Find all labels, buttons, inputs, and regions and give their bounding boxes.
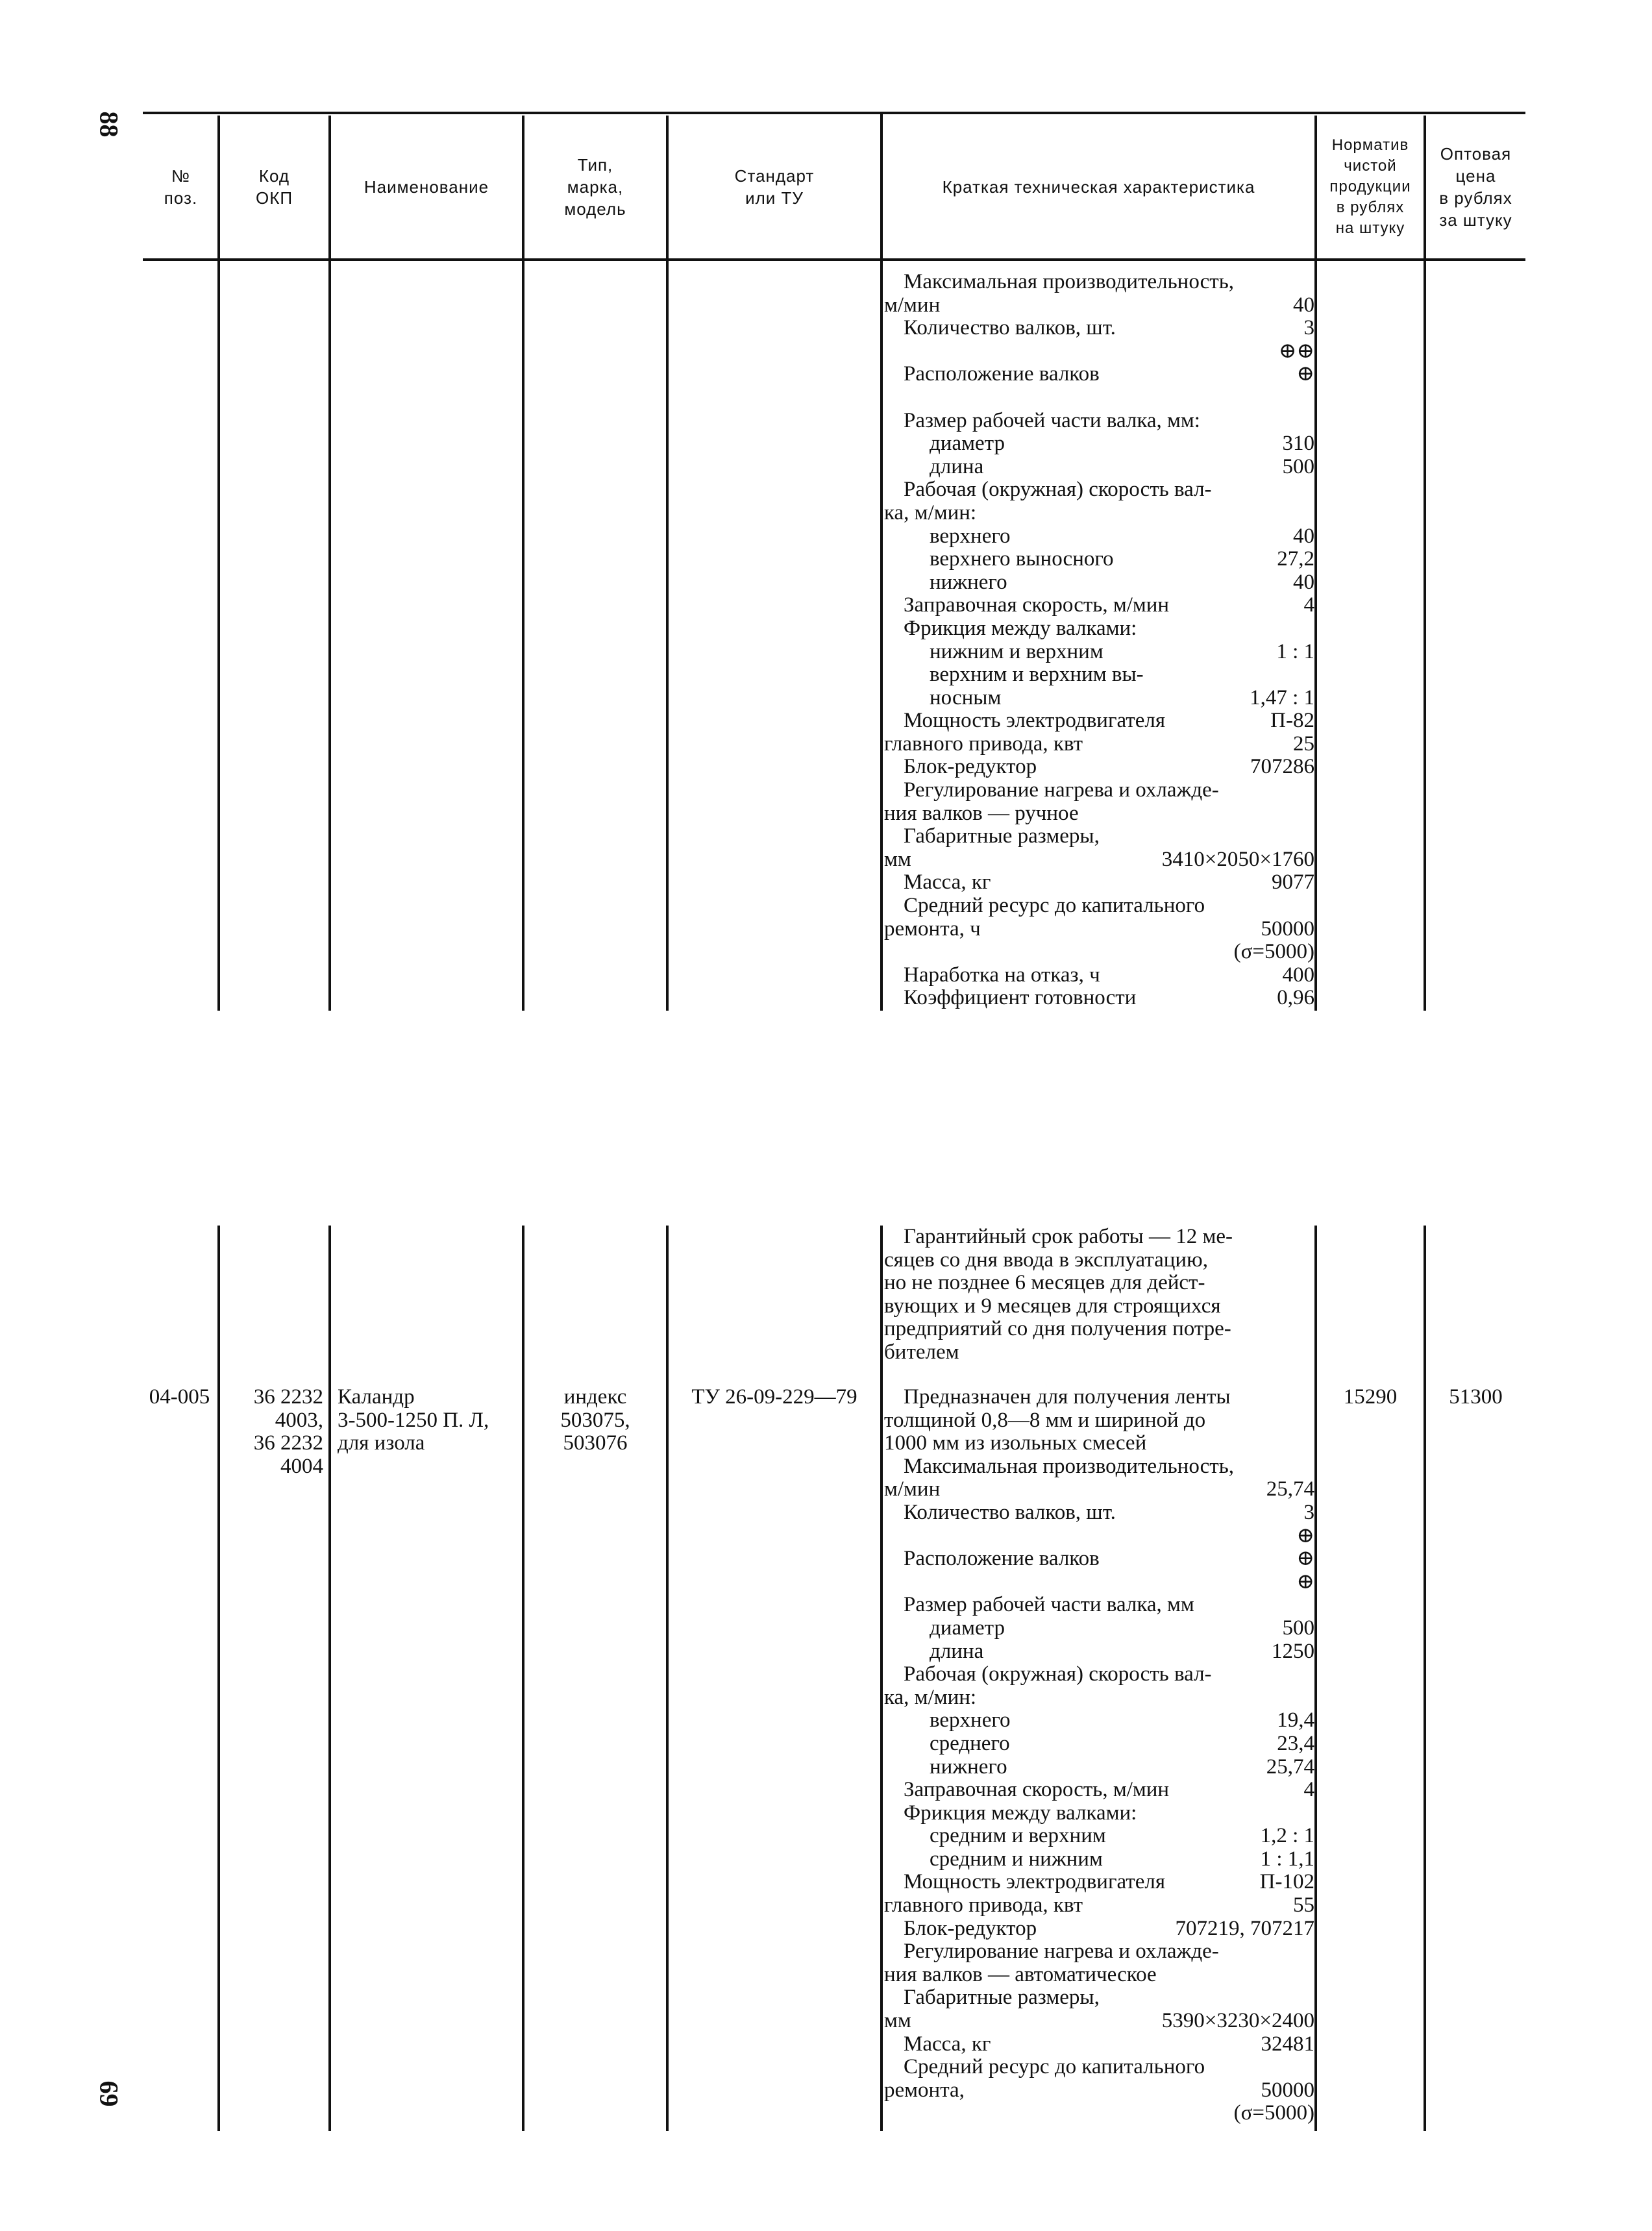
spec-row — [884, 733, 1314, 756]
warranty-line: сяцев со дня ввода в эксплуатацию, — [884, 1248, 1208, 1272]
spec-row — [884, 1964, 1314, 1987]
column-line — [1314, 261, 1317, 1011]
spec-value: 25,74 — [1266, 1477, 1314, 1501]
spec-row — [884, 918, 1314, 941]
spec-label: длина — [930, 1639, 984, 1663]
spec-row — [884, 941, 1314, 964]
spec-label: ния валков — автоматическое — [884, 1962, 1157, 1986]
spec-label: толщиной 0,8—8 мм и шириной до — [884, 1408, 1206, 1432]
spec-label — [884, 941, 889, 964]
spec-value: 19,4 — [1277, 1708, 1314, 1732]
spec-row — [884, 2102, 1314, 2125]
spec-row — [884, 1547, 1314, 1571]
spec-row — [884, 617, 1314, 641]
spec-label: Средний ресурс до капитального — [904, 894, 1205, 918]
column-line — [666, 1226, 669, 2131]
spec-value: ⊕ — [1296, 362, 1314, 386]
spec-row — [884, 825, 1314, 848]
item-okp-code: 36 2232 4003, 36 2232 4004 — [253, 1385, 323, 1478]
spec-label: диаметр — [930, 1616, 1005, 1640]
spec-value: 50000 — [1261, 917, 1314, 941]
spec-label: Расположение валков — [904, 1547, 1100, 1571]
column-line — [1424, 261, 1426, 1011]
spec-row — [884, 1409, 1314, 1433]
spec-row — [884, 779, 1314, 802]
spec-value: 40 — [1293, 524, 1314, 548]
spec-value: 3 — [1303, 316, 1314, 340]
column-line — [328, 261, 331, 1011]
spec-row — [884, 2010, 1314, 2033]
spec-row — [884, 340, 1314, 364]
spec-value: 32481 — [1261, 2032, 1314, 2056]
spec-value: 23,4 — [1277, 1731, 1314, 1755]
spec-list-bottom — [884, 1386, 1314, 2125]
spec-label: Максимальная производительность, — [904, 1454, 1235, 1478]
spec-value: (σ=5000) — [1233, 940, 1314, 964]
spec-value: 707219, 707217 — [1175, 1916, 1314, 1940]
spec-label: ния валков — ручное — [884, 801, 1079, 825]
spec-value: П-82 — [1270, 709, 1314, 733]
column-line — [1424, 1226, 1426, 2131]
spec-value: 4 — [1303, 1778, 1314, 1802]
header-bottom-rule — [143, 258, 1525, 261]
warranty-line: вующих и 9 месяцев для строящихся — [884, 1294, 1221, 1318]
spec-value: (σ=5000) — [1233, 2101, 1314, 2125]
spec-label: Масса, кг — [904, 870, 991, 894]
spec-row — [884, 802, 1314, 826]
spec-value: 1,47 : 1 — [1250, 685, 1314, 709]
spec-label: средним и верхним — [930, 1824, 1106, 1848]
spec-label: Количество валков, шт. — [904, 1500, 1116, 1524]
spec-row — [884, 1986, 1314, 2010]
header-standard: Стандарт или ТУ — [734, 166, 815, 208]
header-price: Оптовая цена в рублях за штуку — [1439, 144, 1512, 230]
column-line — [880, 261, 883, 1011]
spec-label: Расположение валков — [904, 362, 1100, 386]
item-name: Каландр 3-500-1250 П. Л, для изола — [338, 1385, 489, 1455]
spec-value: 27,2 — [1277, 547, 1314, 571]
spec-value: 25 — [1293, 732, 1314, 756]
spec-label: Фрикция между валками: — [904, 616, 1137, 640]
spec-label: среднего — [930, 1731, 1010, 1755]
column-line — [328, 1226, 331, 2131]
spec-row — [884, 1709, 1314, 1732]
spec-value: 5390×3230×2400 — [1161, 2009, 1314, 2033]
spec-label: Блок-редуктор — [904, 1916, 1037, 1940]
spec-label: длина — [930, 454, 984, 478]
column-line — [217, 1226, 220, 2131]
spec-label: 1000 мм из изольных смесей — [884, 1431, 1147, 1455]
spec-value: 40 — [1293, 293, 1314, 317]
spec-value: 25,74 — [1266, 1755, 1314, 1779]
spec-value: 1250 — [1272, 1639, 1314, 1663]
spec-label: ремонта, — [884, 2078, 965, 2102]
spec-label: Количество валков, шт. — [904, 316, 1116, 340]
spec-label: Коэффициент готовности — [904, 986, 1137, 1010]
spec-value: 707286 — [1250, 755, 1314, 779]
spec-row — [884, 1779, 1314, 1802]
spec-label: нижнего — [930, 570, 1007, 594]
spec-row — [884, 1432, 1314, 1455]
page-number-bottom: 69 — [94, 2080, 124, 2107]
spec-value: 400 — [1282, 963, 1314, 987]
column-line — [217, 261, 220, 1011]
spec-value: 1,2 : 1 — [1260, 1824, 1314, 1848]
spec-label: верхнего выносного — [930, 547, 1114, 571]
spec-row — [884, 548, 1314, 571]
spec-label: верхнего — [930, 524, 1011, 548]
spec-label: верхним и верхним вы- — [930, 663, 1144, 687]
spec-value: 1 : 1 — [1276, 639, 1314, 663]
spec-value: 0,96 — [1277, 986, 1314, 1010]
spec-label — [884, 386, 889, 410]
spec-row — [884, 987, 1314, 1010]
spec-row — [884, 1848, 1314, 1871]
spec-row — [884, 663, 1314, 687]
spec-value: 3410×2050×1760 — [1161, 847, 1314, 871]
spec-row — [884, 756, 1314, 779]
warranty-line: но не позднее 6 месяцев для дейст- — [884, 1271, 1205, 1295]
spec-row — [884, 848, 1314, 872]
spec-label: верхнего — [930, 1708, 1011, 1732]
spec-label: Фрикция между валками: — [904, 1801, 1137, 1825]
column-line — [666, 261, 669, 1011]
header-okp: Код ОКП — [255, 166, 293, 208]
spec-value: 55 — [1293, 1893, 1314, 1917]
spec-row — [884, 1894, 1314, 1917]
spec-label: Размер рабочей части валка, мм — [904, 1593, 1194, 1617]
header-type: Тип, марка, модель — [564, 155, 626, 219]
warranty-line: Гарантийный срок работы — 12 ме- — [904, 1225, 1233, 1248]
spec-value: 310 — [1282, 432, 1314, 456]
spec-row — [884, 386, 1314, 410]
spec-label: м/мин — [884, 1477, 941, 1501]
spec-list-top — [884, 271, 1314, 1010]
column-line — [880, 1226, 883, 2131]
spec-label: ка, м/мин: — [884, 500, 977, 524]
spec-label — [884, 1525, 909, 1548]
spec-row — [884, 478, 1314, 502]
spec-label: диаметр — [930, 432, 1005, 456]
spec-row — [884, 294, 1314, 317]
spec-row — [884, 641, 1314, 664]
spec-value: ⊕ — [1296, 1547, 1314, 1571]
spec-label: мм — [884, 847, 911, 871]
spec-row — [884, 2056, 1314, 2079]
column-line — [522, 261, 524, 1011]
spec-label: Мощность электродвигателя — [904, 709, 1166, 733]
spec-value: 3 — [1303, 1500, 1314, 1524]
spec-label: Блок-редуктор — [904, 755, 1037, 779]
column-line — [522, 1226, 524, 2131]
spec-label: Заправочная скорость, м/мин — [904, 593, 1170, 617]
spec-row — [884, 964, 1314, 987]
spec-label — [884, 340, 909, 364]
spec-row — [884, 1525, 1314, 1548]
spec-row — [884, 687, 1314, 710]
item-standard: ТУ 26-09-229—79 — [691, 1385, 857, 1409]
spec-value: ⊕⊕ — [1278, 339, 1314, 363]
spec-row — [884, 871, 1314, 894]
spec-label: ремонта, ч — [884, 917, 981, 941]
spec-row — [884, 456, 1314, 479]
header-name: Наименование — [364, 177, 489, 197]
spec-value: П-102 — [1259, 1870, 1314, 1894]
spec-label: Средний ресурс до капитального — [904, 2055, 1205, 2079]
spec-label: м/мин — [884, 293, 941, 317]
spec-value: 1 : 1,1 — [1260, 1847, 1314, 1871]
item-type: индекс 503075, 503076 — [560, 1385, 630, 1455]
spec-row — [884, 1732, 1314, 1756]
item-norm: 15290 — [1343, 1385, 1398, 1409]
spec-row — [884, 317, 1314, 340]
spec-row — [884, 1940, 1314, 1964]
spec-row — [884, 1478, 1314, 1501]
item-number: 04-005 — [149, 1385, 210, 1409]
warranty-line: бителем — [884, 1340, 959, 1364]
spec-row — [884, 1640, 1314, 1664]
spec-value: 500 — [1282, 454, 1314, 478]
spec-label: Масса, кг — [904, 2032, 991, 2056]
spec-label — [884, 1571, 909, 1594]
spec-row — [884, 1917, 1314, 1941]
spec-label: Заправочная скорость, м/мин — [904, 1778, 1170, 1802]
header-no: № поз. — [164, 166, 198, 208]
spec-row — [884, 571, 1314, 595]
item-price: 51300 — [1449, 1385, 1503, 1409]
spec-label: Предназначен для получения ленты — [904, 1385, 1231, 1409]
warranty-text — [884, 1226, 1314, 1364]
spec-value: 40 — [1293, 570, 1314, 594]
spec-row — [884, 363, 1314, 386]
spec-label: Мощность электродвигателя — [904, 1870, 1166, 1894]
spec-value: 500 — [1282, 1616, 1314, 1640]
spec-row — [884, 2033, 1314, 2056]
spec-label: средним и нижним — [930, 1847, 1103, 1871]
spec-row — [884, 594, 1314, 617]
spec-label: Регулирование нагрева и охлажде- — [904, 778, 1219, 802]
spec-row — [884, 1571, 1314, 1594]
spec-label: мм — [884, 2009, 911, 2033]
spec-label: Размер рабочей части валка, мм: — [904, 408, 1200, 432]
spec-value: 9077 — [1272, 870, 1314, 894]
spec-row — [884, 894, 1314, 918]
spec-row — [884, 1802, 1314, 1825]
spec-row — [884, 1686, 1314, 1710]
spec-label: Габаритные размеры, — [904, 824, 1100, 848]
spec-label: Максимальная производительность, — [904, 270, 1235, 293]
spec-row — [884, 1617, 1314, 1640]
spec-value: ⊕ — [1296, 1570, 1314, 1594]
spec-value: 50000 — [1261, 2078, 1314, 2102]
spec-value: 4 — [1303, 593, 1314, 617]
spec-row — [884, 1825, 1314, 1848]
spec-row — [884, 410, 1314, 433]
spec-label — [884, 2102, 889, 2125]
header-top-rule — [143, 112, 1525, 114]
spec-value: ⊕ — [1296, 1523, 1314, 1547]
spec-row — [884, 1501, 1314, 1525]
spec-row — [884, 1756, 1314, 1779]
spec-row — [884, 1871, 1314, 1894]
spec-row — [884, 432, 1314, 456]
column-line — [1314, 1226, 1317, 2131]
spec-row — [884, 2079, 1314, 2102]
spec-label: нижнего — [930, 1755, 1007, 1779]
spec-label: носным — [930, 685, 1002, 709]
spec-label: главного привода, квт — [884, 1893, 1083, 1917]
spec-row — [884, 709, 1314, 733]
warranty-line: предприятий со дня получения потре- — [884, 1317, 1231, 1341]
spec-label: Рабочая (окружная) скорость вал- — [904, 478, 1212, 502]
spec-label: ка, м/мин: — [884, 1685, 977, 1709]
spec-label: главного привода, квт — [884, 732, 1083, 756]
spec-row — [884, 1455, 1314, 1479]
spec-label: Рабочая (окружная) скорость вал- — [904, 1662, 1212, 1686]
spec-label: Регулирование нагрева и охлажде- — [904, 1940, 1219, 1964]
spec-row — [884, 1594, 1314, 1617]
page-number-top: 88 — [94, 111, 124, 138]
spec-row — [884, 1663, 1314, 1686]
spec-row — [884, 271, 1314, 294]
spec-row — [884, 502, 1314, 525]
spec-row — [884, 1386, 1314, 1409]
spec-label: Габаритные размеры, — [904, 1986, 1100, 2010]
spec-row — [884, 525, 1314, 549]
header-tech: Краткая техническая характеристика — [942, 177, 1255, 197]
spec-label: Наработка на отказ, ч — [904, 963, 1100, 987]
header-norm: Норматив чистой продукции в рублях на штуку — [1329, 136, 1411, 237]
spec-label: нижним и верхним — [930, 639, 1103, 663]
